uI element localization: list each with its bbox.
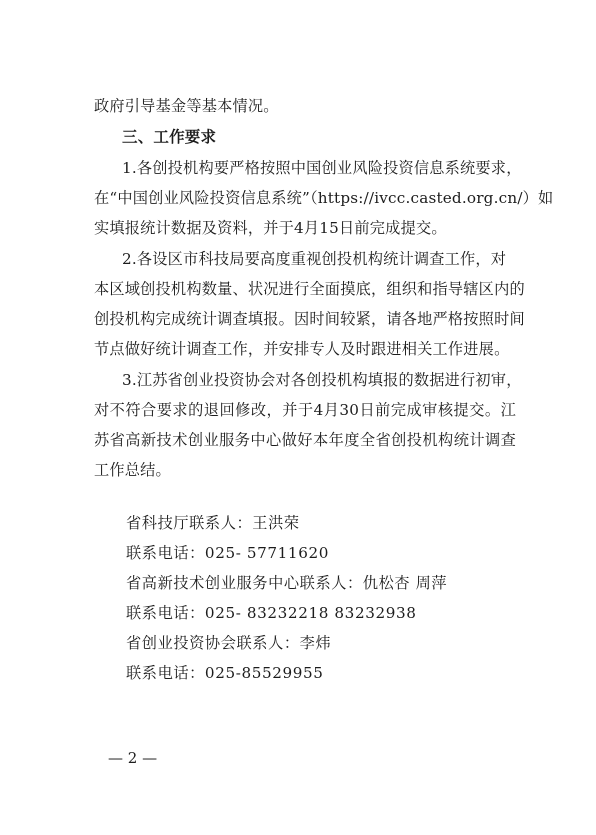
item2-line-3: 创投机构完成统计调查填报。因时间较紧，请各地严格按照时间	[94, 310, 525, 328]
contact-vca-phone: 联系电话：025-85529955	[126, 664, 324, 682]
contact-vca-name: 省创业投资协会联系人：李炜	[126, 634, 332, 652]
contact-htcsc-name: 省高新技术创业服务中心联系人：仇松杏 周萍	[126, 574, 448, 592]
item3-line-4: 工作总结。	[94, 461, 171, 479]
item2-line-4: 节点做好统计调查工作，并安排专人及时跟进相关工作进展。	[94, 340, 510, 358]
page-number: — 2 —	[108, 749, 158, 767]
intro-tail-text: 政府引导基金等基本情况。	[94, 97, 279, 115]
contact-sti-name: 省科技厅联系人：王洪荣	[126, 514, 300, 532]
item2-line-1: 2.各设区市科技局要高度重视创投机构统计调查工作，对	[122, 250, 507, 268]
item1-line-1: 1.各创投机构要严格按照中国创业风险投资信息系统要求，	[122, 159, 522, 177]
contact-htcsc-phone: 联系电话：025- 83232218 83232938	[126, 604, 417, 622]
item3-line-2: 对不符合要求的退回修改，并于4月30日前完成审核提交。江	[94, 401, 516, 419]
item1-line-2: 在“中国创业风险投资信息系统”（https://ivcc.casted.org.cn/）如	[94, 189, 554, 207]
item3-line-3: 苏省高新技术创业服务中心做好本年度全省创投机构统计调查	[94, 431, 516, 449]
section-heading-work-requirements: 三、工作要求	[122, 128, 217, 146]
contact-sti-phone: 联系电话：025- 57711620	[126, 544, 329, 562]
item2-line-2: 本区域创投机构数量、状况进行全面摸底，组织和指导辖区内的	[94, 280, 525, 298]
item3-line-1: 3.江苏省创业投资协会对各创投机构填报的数据进行初审，	[122, 371, 522, 389]
item1-line-3: 实填报统计数据及资料，并于4月15日前完成提交。	[94, 219, 447, 237]
